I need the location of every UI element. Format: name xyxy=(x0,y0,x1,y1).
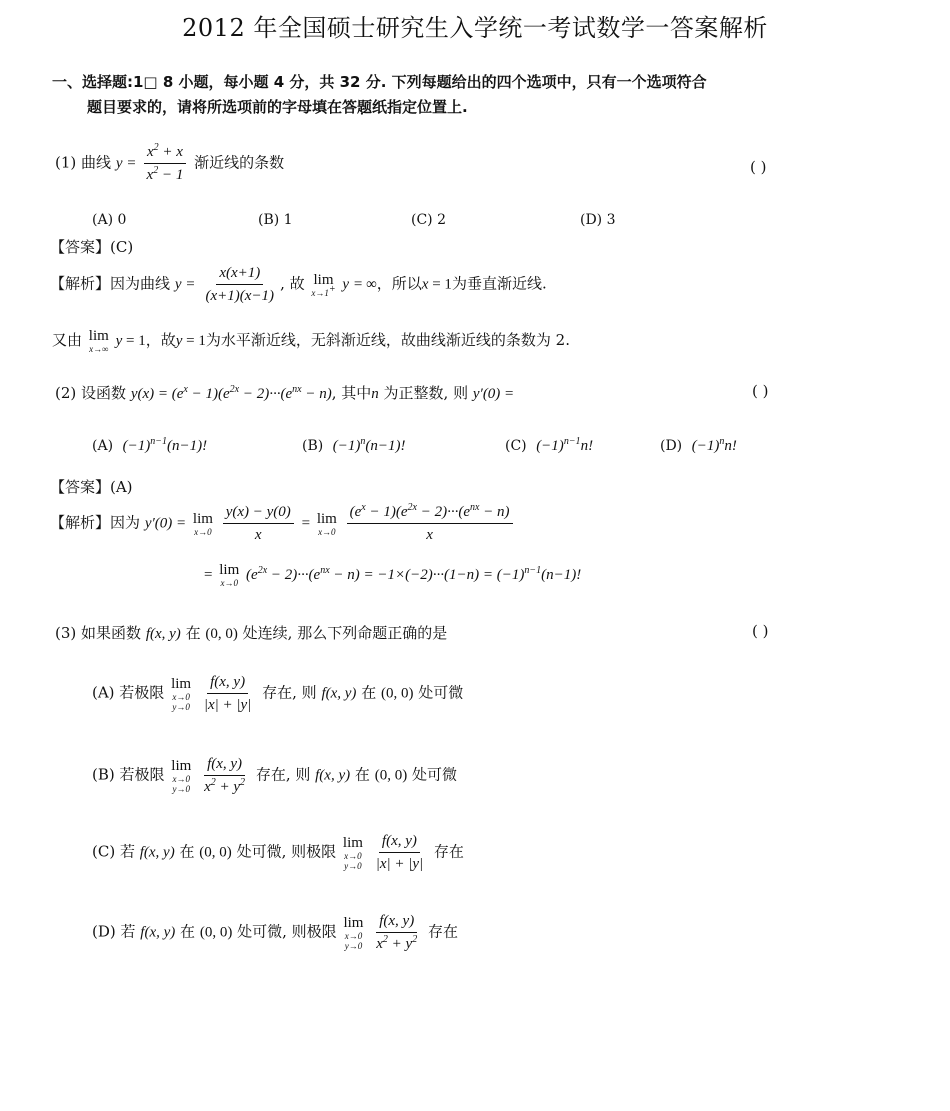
q2-answer: 【答案】(A) xyxy=(50,478,133,496)
q2-analysis: 【解析】因为 y′(0) = lim x→0 $\frac{y(x) - y(0)}{x}$ = lim x→0 $\frac{(e^x - 1)(e^{2x} - 2)\cdot\cdot\cdot(e^{nx} - n)}{x}$ xyxy=(50,503,516,544)
q1-option-d: (D) 3 xyxy=(580,212,616,228)
q1-analysis-line2: 又由 lim x→∞ y = 1，故y = 1为水平渐近线，无斜渐近线，故曲线渐近线的条数为 2. xyxy=(52,328,570,354)
q1-option-a: (A) 0 xyxy=(92,212,127,228)
q2-option-d: (D) $(-1)^nn$! xyxy=(660,436,737,454)
q2-bracket: ( ) xyxy=(752,382,769,400)
q1-option-c: (C) 2 xyxy=(411,212,446,228)
q3-option-c: (C) 若 f(x, y) 在 (0, 0) 处可微, 则极限 lim x→0 y→0 $\frac{f(x, y)}{|x| + |y|}$ 存在 xyxy=(92,833,464,872)
q3-option-b: (B) 若极限 lim x→0 y→0 $\frac{f(x, y)}{x^2 + y^2}$ 存在, 则 f(x, y) 在 (0, 0) 处可微 xyxy=(92,756,457,795)
q2-analysis-line2: = lim x→0 $(e^{2x} - 2)\cdot\cdot\cdot(e^{nx} - n) = -1\times(-2)\cdot\cdot\cdot(1-n) = (-1)^{n-1}(n-1)$! xyxy=(204,562,582,588)
q1-analysis-fraction: $\frac{x(x+1)}{(x+1)(x-1)}$ xyxy=(205,265,275,304)
q3-stem: (3) 如果函数 f(x, y) 在 (0, 0) 处连续, 那么下列命题正确的是 xyxy=(55,624,448,642)
q1-stem: (1) 曲线 y = $\frac{x^2 + x}{x^2 - 1}$ 渐近线的条数 xyxy=(55,142,285,183)
section-header-line2: 题目要求的，请将所选项前的字母填在答题纸指定位置上. xyxy=(87,98,468,116)
q2-option-b: (B) $(-1)^n(n-1)$! xyxy=(302,436,406,454)
q1-bracket: ( ) xyxy=(750,158,767,176)
q3-option-d: (D) 若 f(x, y) 在 (0, 0) 处可微, 则极限 lim x→0 y→0 $\frac{f(x, y)}{x^2 + y^2}$ 存在 xyxy=(92,913,458,952)
q2-option-a: (A) $(-1)^{n-1}(n-1)$! xyxy=(92,436,208,454)
q1-answer: 【答案】(C) xyxy=(50,238,134,256)
q3-option-a: (A) 若极限 lim x→0 y→0 $\frac{f(x, y)}{|x| + |y|}$ 存在, 则 f(x, y) 在 (0, 0) 处可微 xyxy=(92,674,464,713)
q1-limit: lim x→1+ xyxy=(311,271,336,298)
q2-option-c: (C) $(-1)^{n-1}n$! xyxy=(505,436,594,454)
q3-bracket: ( ) xyxy=(752,622,769,640)
q1-option-b: (B) 1 xyxy=(258,212,293,228)
emphasis-answer-sheet: 答题纸 xyxy=(342,98,388,116)
page-title: 2012 年全国硕士研究生入学统一考试数学一答案解析 xyxy=(182,14,768,42)
section-header-line1: 一、选择题:1□ 8 小题，每小题 4 分，共 32 分. 下列每题给出的四个选项中，只有一个选项符合 xyxy=(52,73,707,91)
q2-stem: (2) 设函数 $y(x) = (e^x - 1)(e^{2x} - 2)\cdot\cdot\cdot(e^{nx} - n)$, 其中n 为正整数, 则 y′(0) = xyxy=(55,384,515,402)
q1-fraction: $\frac{x^2 + x}{x^2 - 1}$ xyxy=(144,143,187,184)
q1-analysis: 【解析】因为曲线 y = $\frac{x(x+1)}{(x+1)(x-1)}$ , 故 lim x→1+ y = ∞，所以x = 1为垂直渐近线. xyxy=(50,265,547,304)
